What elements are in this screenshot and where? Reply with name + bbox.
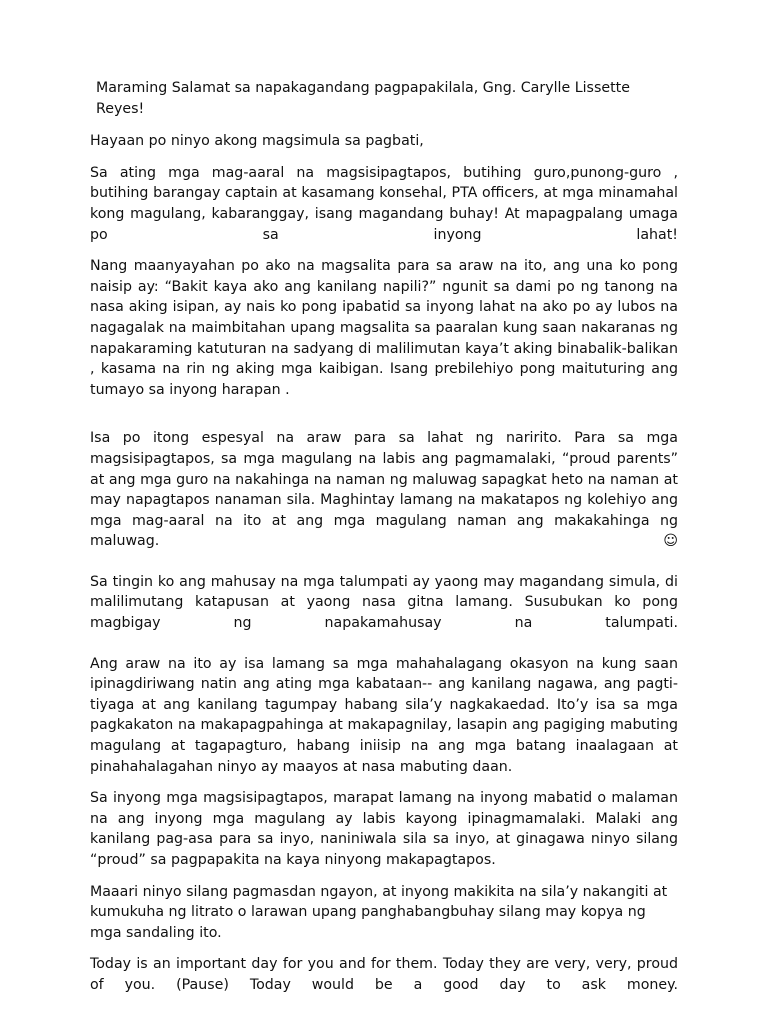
paragraph-salutation: Sa ating mga mag-aaral na magsisipagtapos, butihing guro,punong-guro , butihing barangay captain at kasamang konsehal, PTA officers, at mga minamahal kong magulang, kabaranggay, isang magandang buhay! At mapagpalang umaga po sa inyong lahat! xyxy=(90,164,678,243)
opening-thanks-line: Maraming Salamat sa napakagandang pagpapakilala, Gng. Carylle Lissette Reyes! xyxy=(96,80,630,117)
paragraph-special-day: Isa po itong espesyal na araw para sa lahat ng naririto. Para sa mga magsisipagtapos, sa mga magulang na labis ang pagmamalaki, “proud parents” at ang mga guro na nakahinga na naman ng maluwag sapagkat heto na naman at may napagtapos nanaman sila. Maghintay lamang na makatapos ng kolehiyo ang mga mag-aaral na ito at ang mga magulang naman ang makakahinga ng maluwag. ☺ xyxy=(90,430,678,550)
paragraph-good-speech: Sa tingin ko ang mahusay na mga talumpati ay yaong may magandang simula, di malilimutang katapusan at yaong nasa gitna lamang. Susubukan ko pong magbigay ng napakamahusay na talumpati. xyxy=(90,573,678,632)
paragraph-today-english: Today is an important day for you and for them. Today they are very, very, proud of you. (Pause) Today would be a good day to ask money. xyxy=(90,956,678,993)
paragraph-invitation: Nang maanyayahan po ako na magsalita para sa araw na ito, ang una ko pong naisip ay: “Bakit kaya ako ang kanilang napili?” ngunit sa dami po ng tanong na nasa aking isipan, ay nais ko pong ipabatid sa inyong lahat na ako po ay lubos na nagagalak na maimbitahan upang magsalita sa paaralan kung saan nakaranas ng napakaraming katuturan na sadyang di malilimutan kaya’t aking binabalik-balikan , kasama na rin ng aking mga kaibigan. Isang prebilehiyo pong maituturing ang tumayo sa inyong harapan . xyxy=(90,258,678,398)
paragraph-occasion: Ang araw na ito ay isa lamang sa mga mahahalagang okasyon na kung saan ipinagdiriwang natin ang ating mga kabataan-- ang kanilang nagawa, ang pagti-tiyaga at ang kanilang tagumpay habang sila’y nagkakaedad. Ito’y isa sa mga pagkakaton na makapagpahinga at makapagnilay, lasapin ang pagiging mabuting magulang at tagapagturo, habang iniisip na ang mga batang inaalagaan at pinahahalagahan ninyo ay maayos at nasa mabuting daan. xyxy=(90,655,678,775)
paragraph-graduates: Sa inyong mga magsisipagtapos, marapat lamang na inyong mabatid o malaman na ang inyong mga magulang ay labis kayong ipinagmamalaki. Malaki ang kanilang pag-asa para sa inyo, naniniwala sila sa inyo, at ginagawa ninyo silang “proud” sa pagpapakita na kaya ninyong makapagtapos. xyxy=(90,790,678,868)
paragraph-parents-smiling: Maaari ninyo silang pagmasdan ngayon, at inyong makikita na sila’y nakangiti at kumukuha ng litrato o larawan upang panghabangbuhay silang may kopya ng mga sandaling ito. xyxy=(90,883,668,941)
paragraph-greeting-intro: Hayaan po ninyo akong magsimula sa pagbati, xyxy=(90,133,424,150)
speech-document xyxy=(90,78,678,1007)
